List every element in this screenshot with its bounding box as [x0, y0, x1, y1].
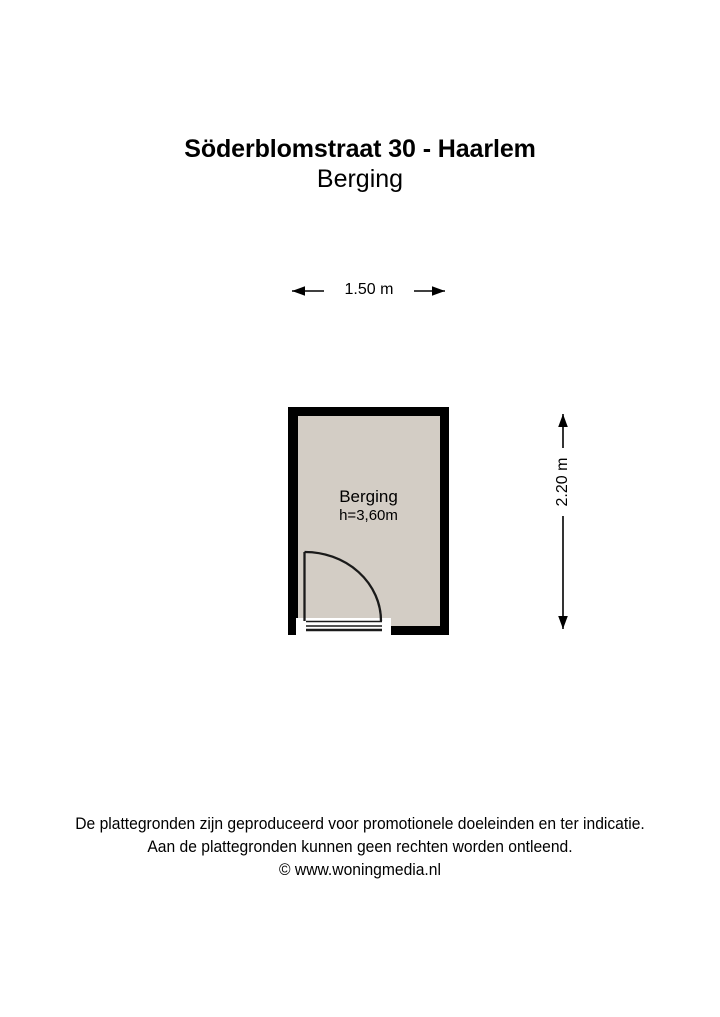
arrow-left-icon: [292, 286, 305, 296]
page-subtitle: Berging: [316, 165, 404, 193]
arrow-up-icon: [558, 414, 568, 427]
room-berging: [288, 407, 449, 635]
arrow-right-icon: [432, 286, 445, 296]
footer-disclaimer: [0, 812, 720, 881]
page-title: Söderblomstraat 30 - Haarlem: [184, 135, 536, 163]
arrow-down-icon: [558, 616, 568, 629]
footer-line-2: Aan de plattegronden kunnen geen rechten worden ontleend.: [147, 837, 573, 856]
door-opening: [296, 618, 391, 635]
room-floor: [298, 416, 440, 626]
width-dimension-label: 1.50 m: [324, 280, 414, 300]
footer-copyright: © www.woningmedia.nl: [279, 860, 441, 879]
height-dimension-line: [558, 414, 568, 629]
door-jamb-right: [381, 619, 391, 630]
room-name-label: Berging: [339, 487, 398, 506]
footer-line-1: De plattegronden zijn geproduceerd voor promotionele doeleinden en ter indicatie.: [75, 814, 645, 833]
room-ceiling-height-label: h=3,60m: [339, 507, 398, 524]
height-dimension-label: 2.20 m: [553, 448, 573, 516]
